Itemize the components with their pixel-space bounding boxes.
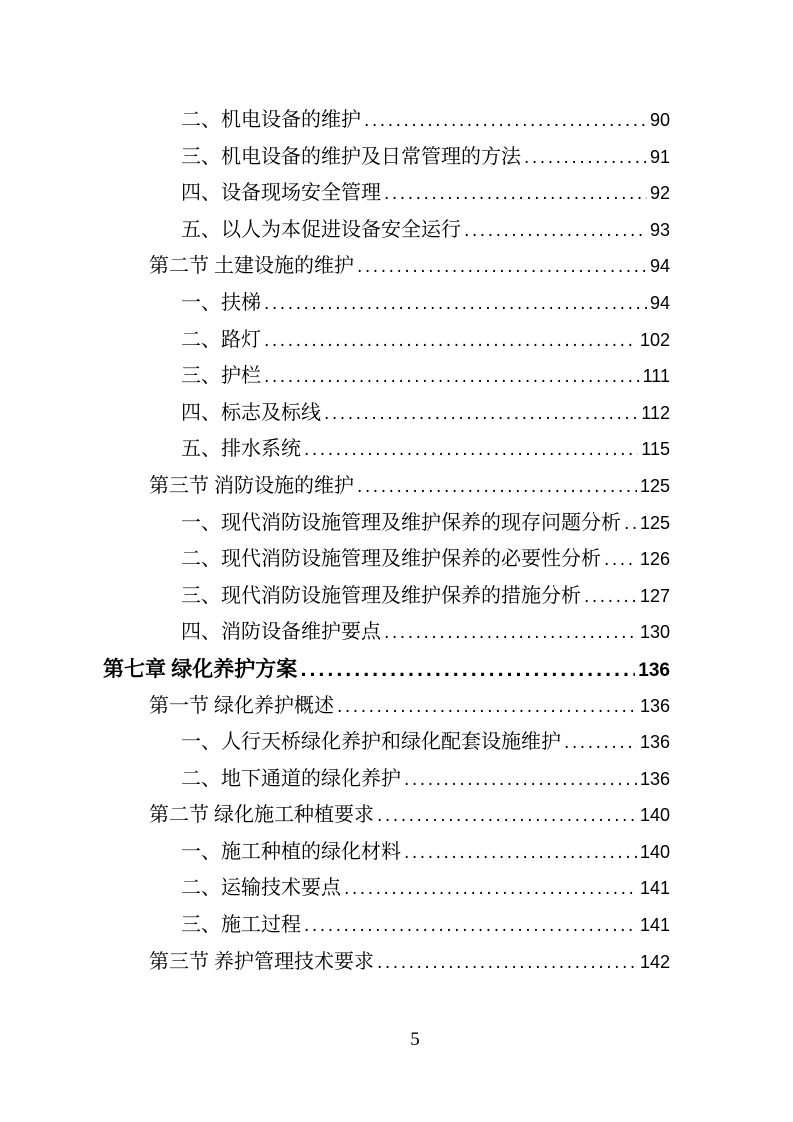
toc-entry[interactable] [103,907,670,944]
toc-entry[interactable] [103,139,670,176]
dot-leader [324,395,638,433]
toc-entry-page: 142 [639,951,670,972]
toc-entry[interactable] [103,578,670,615]
toc-entry-label: 二、机电设备的维护 [181,109,361,131]
dot-leader [524,139,647,177]
toc-entry-label: 第七章 绿化养护方案 [103,656,298,681]
toc-entry-page: 90 [649,110,670,130]
toc-entry-label: 三、机电设备的维护及日常管理的方法 [181,145,521,168]
dot-leader [304,907,637,945]
dot-leader [404,834,637,872]
toc-entry-page: 136 [639,695,670,716]
toc-entry-label: 四、设备现场安全管理 [181,182,381,205]
dot-leader [624,505,637,543]
toc-entry-page: 141 [639,915,670,936]
toc-entry-chapter[interactable] [103,651,670,688]
toc-entry-label: 三、护栏 [181,365,261,388]
toc-entry-page: 93 [649,219,670,240]
toc-entry-page: 127 [639,585,670,606]
toc-entry[interactable] [103,285,670,322]
toc-entry[interactable] [103,102,670,139]
toc-entry-label: 第二节 土建设施的维护 [149,255,354,278]
toc-entry-label: 五、排水系统 [181,438,301,461]
dot-leader [264,322,637,360]
dot-leader [264,285,647,323]
toc-entry-label: 二、运输技术要点 [181,877,341,900]
dot-leader [404,761,637,799]
table-of-contents [103,102,670,980]
toc-entry-label: 三、施工过程 [181,914,301,937]
dot-leader [604,541,637,579]
toc-entry[interactable] [103,724,670,761]
dot-leader [344,870,637,908]
toc-entry[interactable] [103,505,670,542]
toc-entry-page: 111 [642,366,670,387]
toc-entry-page: 141 [639,878,670,899]
toc-entry-label: 二、现代消防设施管理及维护保养的必要性分析 [181,548,601,571]
toc-entry[interactable] [103,870,670,907]
toc-entry[interactable] [103,688,670,725]
toc-entry[interactable] [103,431,670,468]
dot-leader [464,212,647,250]
dot-leader [357,248,647,286]
toc-entry[interactable] [103,834,670,871]
toc-entry[interactable] [103,322,670,359]
toc-entry-page: 91 [649,146,670,167]
toc-entry[interactable] [103,614,670,651]
toc-entry-label: 二、路灯 [181,328,261,351]
toc-entry[interactable] [103,358,670,395]
toc-entry-label: 一、扶梯 [181,291,261,314]
toc-entry[interactable] [103,468,670,505]
toc-entry-label: 一、现代消防设施管理及维护保养的现存问题分析 [181,511,621,534]
toc-entry-label: 四、消防设备维护要点 [181,621,381,644]
toc-entry-page: 115 [641,439,670,460]
toc-entry-page: 136 [639,732,670,753]
toc-entry-page: 102 [639,329,670,350]
dot-leader [304,431,638,469]
dot-leader [300,651,635,690]
dot-leader [337,688,637,726]
toc-entry[interactable] [103,944,670,981]
toc-entry[interactable] [103,797,670,834]
dot-leader [377,797,637,835]
toc-entry-label: 五、以人为本促进设备安全运行 [181,218,461,241]
toc-entry-page: 130 [639,622,670,643]
toc-entry-label: 四、标志及标线 [181,401,321,424]
toc-entry-label: 第二节 绿化施工种植要求 [149,804,374,827]
toc-entry-page: 112 [641,402,670,423]
toc-entry-label: 第一节 绿化养护概述 [149,694,334,717]
toc-entry[interactable] [103,761,670,798]
toc-entry-page: 92 [649,183,670,204]
toc-entry-label: 第三节 消防设施的维护 [149,474,354,497]
toc-entry-label: 第三节 养护管理技术要求 [149,950,374,973]
dot-leader [377,944,637,982]
toc-entry[interactable] [103,212,670,249]
toc-entry-page: 136 [639,768,670,789]
toc-entry[interactable] [103,175,670,212]
toc-entry-label: 二、地下通道的绿化养护 [181,767,401,790]
toc-entry-page: 94 [649,292,670,313]
dot-leader [584,578,637,616]
toc-entry-label: 一、人行天桥绿化养护和绿化配套设施维护 [181,731,561,754]
dot-leader [564,724,637,762]
toc-entry[interactable] [103,248,670,285]
toc-entry[interactable] [103,395,670,432]
toc-entry-label: 一、施工种植的绿化材料 [181,840,401,863]
dot-leader [364,102,647,140]
toc-entry-page: 125 [639,512,670,533]
toc-entry-page: 94 [649,256,670,277]
toc-entry-page: 126 [639,549,670,570]
toc-entry-page: 136 [638,659,670,681]
toc-entry-page: 140 [639,841,670,862]
toc-entry[interactable] [103,541,670,578]
toc-entry-page: 140 [639,805,670,826]
toc-entry-label: 三、现代消防设施管理及维护保养的措施分析 [181,584,581,607]
dot-leader [264,358,640,396]
dot-leader [384,614,637,652]
footer-page-number: 5 [410,1029,420,1050]
dot-leader [357,468,637,506]
dot-leader [384,175,647,213]
toc-entry-page: 125 [639,475,670,496]
